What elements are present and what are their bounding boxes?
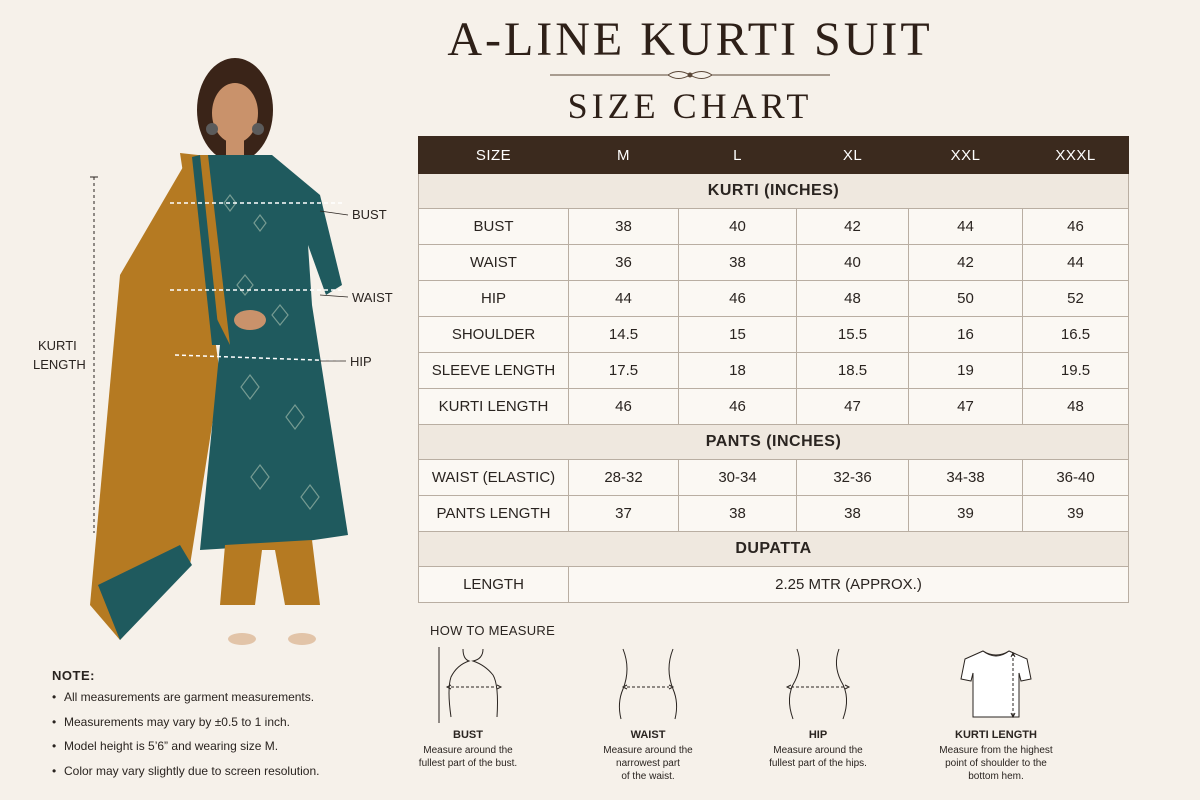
cell: 52: [1023, 281, 1129, 317]
measure-desc: Measure from the highest: [939, 745, 1053, 756]
header-xxxl: XXXL: [1023, 137, 1129, 174]
cell: 38: [679, 245, 797, 281]
cell: 2.25 MTR (APPROX.): [569, 567, 1129, 603]
table-row: [419, 209, 1129, 245]
note-title: NOTE:: [52, 668, 95, 683]
measure-hip: [738, 645, 898, 770]
measure-desc: Measure around the: [603, 745, 693, 756]
cell: 38: [679, 496, 797, 532]
measure-heading: BUST: [453, 729, 483, 741]
cell: 19.5: [1023, 353, 1129, 389]
table-header-row: [419, 137, 1129, 174]
cell: 37: [569, 496, 679, 532]
model-illustration: [80, 45, 360, 655]
page-title: A-LINE KURTI SUIT: [447, 13, 933, 66]
measure-desc: narrowest part: [616, 758, 680, 769]
header-m: M: [569, 137, 679, 174]
measure-heading: WAIST: [630, 729, 666, 741]
kurti-length-diagram-icon: [941, 645, 1051, 725]
cell: 48: [1023, 389, 1129, 425]
measure-desc: Measure around the: [423, 745, 513, 756]
cell: 39: [909, 496, 1023, 532]
measure-desc: of the waist.: [621, 771, 675, 782]
cell: 46: [1023, 209, 1129, 245]
cell: 50: [909, 281, 1023, 317]
table-row: [419, 567, 1129, 603]
cell: 39: [1023, 496, 1129, 532]
cell: 36-40: [1023, 460, 1129, 496]
row-label: PANTS LENGTH: [419, 496, 569, 532]
label-kurti-length-2: LENGTH: [33, 357, 86, 372]
row-label: WAIST: [419, 245, 569, 281]
hip-diagram-icon: [763, 645, 873, 725]
measure-heading: HIP: [808, 729, 828, 741]
header-size: SIZE: [419, 137, 569, 174]
row-label: HIP: [419, 281, 569, 317]
list-item: • Model height is 5’6” and wearing size M.: [52, 739, 319, 764]
cell: 34-38: [909, 460, 1023, 496]
cell: 44: [1023, 245, 1129, 281]
bust-diagram-icon: [413, 645, 523, 725]
cell: 16: [909, 317, 1023, 353]
measure-waist: [568, 645, 728, 783]
row-label: SLEEVE LENGTH: [419, 353, 569, 389]
cell: 46: [569, 389, 679, 425]
header-l: L: [679, 137, 797, 174]
label-kurti-length-1: KURTI: [38, 338, 77, 353]
how-to-measure-title: HOW TO MEASURE: [430, 623, 556, 638]
cell: 44: [569, 281, 679, 317]
row-label: SHOULDER: [419, 317, 569, 353]
section-title: DUPATTA: [419, 532, 1129, 567]
label-hip: HIP: [350, 354, 372, 369]
cell: 17.5: [569, 353, 679, 389]
size-chart-table: [418, 136, 1129, 603]
cell: 18.5: [797, 353, 909, 389]
table-row: [419, 317, 1129, 353]
cell: 28-32: [569, 460, 679, 496]
notes-list: [52, 690, 319, 788]
cell: 16.5: [1023, 317, 1129, 353]
list-item: • Measurements may vary by ±0.5 to 1 inch.: [52, 715, 319, 740]
divider-ornament: [550, 66, 830, 84]
cell: 38: [569, 209, 679, 245]
cell: 42: [909, 245, 1023, 281]
measure-desc: Measure around the: [773, 745, 863, 756]
list-item: • All measurements are garment measurements.: [52, 690, 319, 715]
row-label: BUST: [419, 209, 569, 245]
cell: 15.5: [797, 317, 909, 353]
cell: 14.5: [569, 317, 679, 353]
cell: 38: [797, 496, 909, 532]
table-row: [419, 389, 1129, 425]
table-row: [419, 496, 1129, 532]
cell: 48: [797, 281, 909, 317]
measure-desc: fullest part of the bust.: [418, 758, 518, 769]
cell: 30-34: [679, 460, 797, 496]
row-label: WAIST (ELASTIC): [419, 460, 569, 496]
cell: 42: [797, 209, 909, 245]
cell: 44: [909, 209, 1023, 245]
cell: 40: [679, 209, 797, 245]
table-row: [419, 281, 1129, 317]
table-row: [419, 245, 1129, 281]
section-title: PANTS (INCHES): [419, 425, 1129, 460]
cell: 47: [797, 389, 909, 425]
table-row: [419, 353, 1129, 389]
measure-desc: bottom hem.: [968, 771, 1024, 782]
cell: 19: [909, 353, 1023, 389]
cell: 32-36: [797, 460, 909, 496]
table-row: [419, 460, 1129, 496]
list-item: • Color may vary slightly due to screen resolution.: [52, 764, 319, 789]
label-bust: BUST: [352, 207, 387, 222]
cell: 18: [679, 353, 797, 389]
page-subtitle: SIZE CHART: [567, 86, 813, 126]
cell: 46: [679, 281, 797, 317]
cell: 40: [797, 245, 909, 281]
cell: 36: [569, 245, 679, 281]
label-waist: WAIST: [352, 290, 393, 305]
section-dupatta: [419, 532, 1129, 567]
cell: 15: [679, 317, 797, 353]
section-pants: [419, 425, 1129, 460]
row-label: KURTI LENGTH: [419, 389, 569, 425]
cell: 47: [909, 389, 1023, 425]
cell: 46: [679, 389, 797, 425]
header-xxl: XXL: [909, 137, 1023, 174]
measure-desc: fullest part of the hips.: [769, 758, 867, 769]
header-xl: XL: [797, 137, 909, 174]
waist-diagram-icon: [593, 645, 703, 725]
measure-bust: [388, 645, 548, 770]
measure-desc: point of shoulder to the: [945, 758, 1047, 769]
measure-heading: KURTI LENGTH: [955, 729, 1037, 741]
measure-kurti-length: [916, 645, 1076, 783]
row-label: LENGTH: [419, 567, 569, 603]
section-kurti: [419, 174, 1129, 209]
section-title: KURTI (INCHES): [419, 174, 1129, 209]
